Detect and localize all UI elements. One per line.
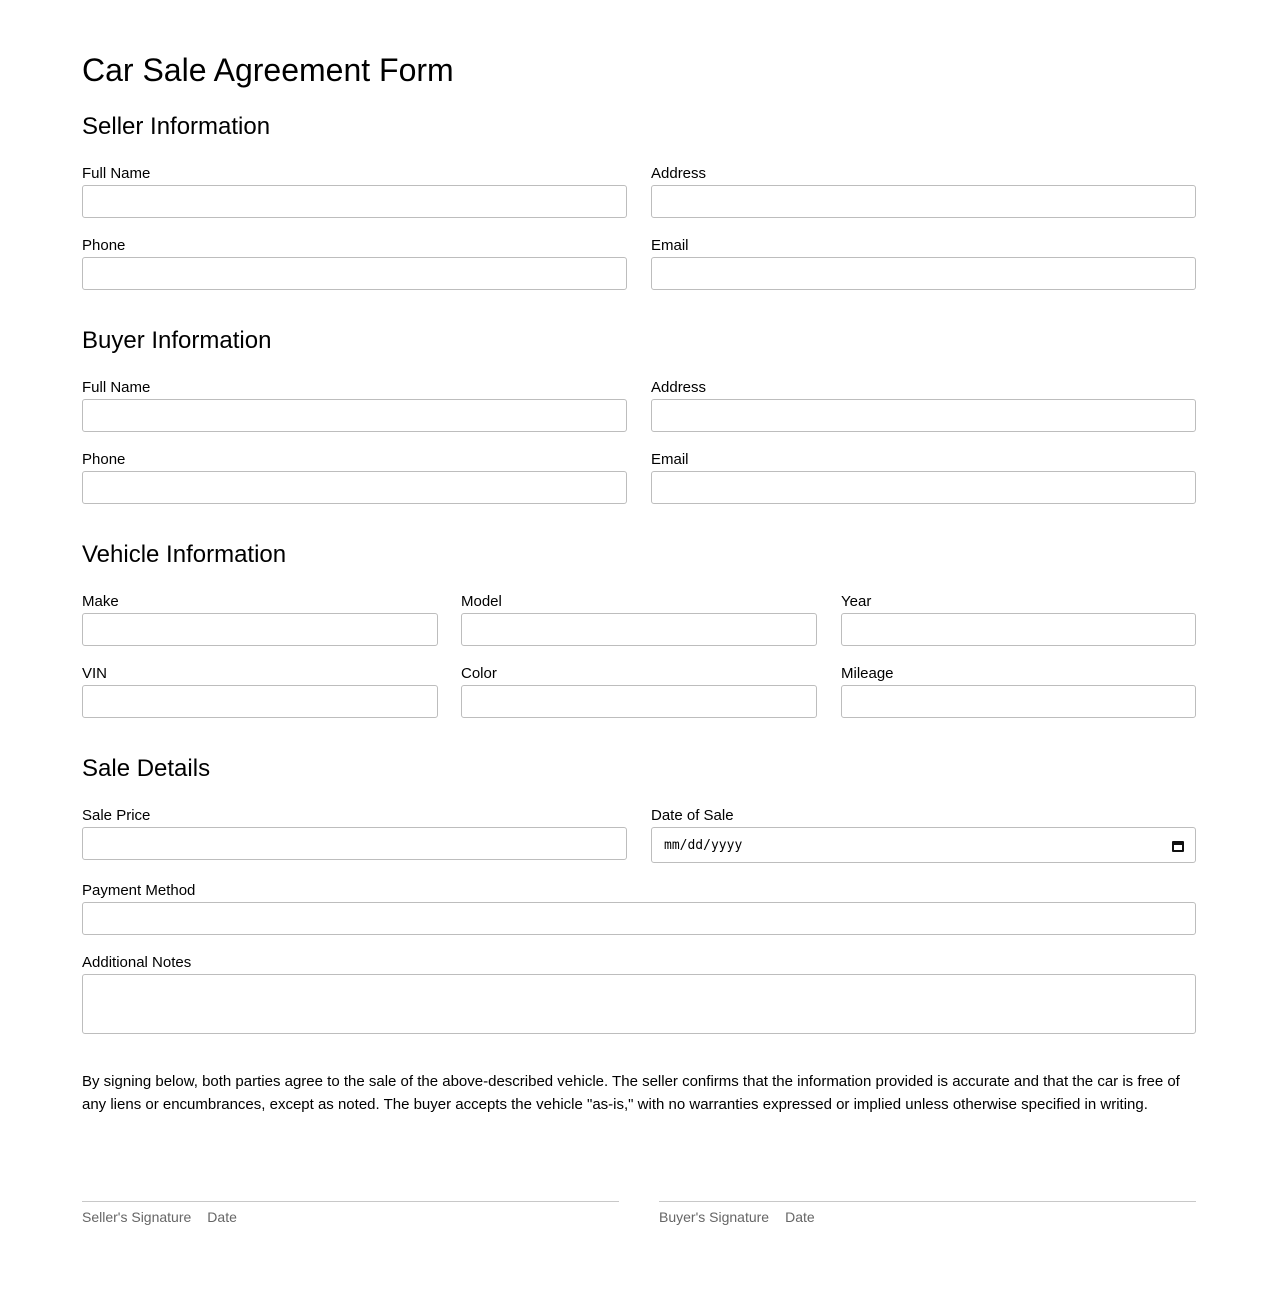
buyer-address-label: Address: [651, 379, 707, 396]
buyer-full-name-label: Full Name: [82, 379, 151, 396]
buyer-phone-label: Phone: [82, 451, 126, 468]
sale-date-label: Date of Sale: [651, 807, 734, 824]
vehicle-year-label: Year: [841, 593, 872, 610]
calendar-icon[interactable]: [1172, 839, 1184, 852]
vehicle-make-input[interactable]: [82, 613, 438, 646]
seller-section-heading: Seller Information: [82, 113, 271, 140]
buyer-date-label: Date: [785, 1209, 815, 1225]
seller-email-label: Email: [651, 237, 689, 254]
vehicle-make-label: Make: [82, 593, 119, 610]
buyer-email-label: Email: [651, 451, 689, 468]
buyer-signature-line: [659, 1201, 1196, 1225]
sale-date-input[interactable]: [651, 827, 1196, 863]
vehicle-section-heading: Vehicle Information: [82, 541, 287, 568]
seller-phone-input[interactable]: [82, 257, 627, 290]
buyer-signature-labels: [659, 1209, 815, 1225]
vehicle-vin-label: VIN: [82, 665, 108, 682]
additional-notes-label: Additional Notes: [82, 954, 192, 971]
buyer-full-name-input[interactable]: [82, 399, 627, 432]
seller-full-name-label: Full Name: [82, 165, 151, 182]
seller-address-input[interactable]: [651, 185, 1196, 218]
vehicle-model-label: Model: [461, 593, 502, 610]
sale-section-heading: Sale Details: [82, 755, 211, 782]
vehicle-mileage-label: Mileage: [841, 665, 894, 682]
seller-date-label: Date: [207, 1209, 237, 1225]
seller-full-name-input[interactable]: [82, 185, 627, 218]
buyer-phone-input[interactable]: [82, 471, 627, 504]
vehicle-year-input[interactable]: [841, 613, 1196, 646]
payment-method-label: Payment Method: [82, 882, 196, 899]
buyer-section-heading: Buyer Information: [82, 327, 272, 354]
page-title: Car Sale Agreement Form: [82, 52, 454, 88]
seller-signature-label: Seller's Signature: [82, 1209, 192, 1225]
payment-method-input[interactable]: [82, 902, 1196, 935]
seller-address-label: Address: [651, 165, 707, 182]
buyer-signature-label: Buyer's Signature: [659, 1209, 770, 1225]
buyer-email-input[interactable]: [651, 471, 1196, 504]
date-placeholder: mm/dd/yyyy: [664, 837, 743, 853]
vehicle-vin-input[interactable]: [82, 685, 438, 718]
sale-price-label: Sale Price: [82, 807, 151, 824]
seller-email-input[interactable]: [651, 257, 1196, 290]
seller-signature-labels: [82, 1209, 237, 1225]
vehicle-model-input[interactable]: [461, 613, 817, 646]
vehicle-color-input[interactable]: [461, 685, 817, 718]
agreement-terms: By signing below, both parties agree to the sale of the above-described vehicle. The seller confirms that the information provided is accurate and that the car is free of any liens or encumbrances, except as noted. The buyer accepts the vehicle "as-is," with no warranties expressed or implied unless otherwise specified in writing.: [82, 1073, 1180, 1113]
seller-phone-label: Phone: [82, 237, 126, 254]
vehicle-mileage-input[interactable]: [841, 685, 1196, 718]
vehicle-color-label: Color: [461, 665, 497, 682]
buyer-address-input[interactable]: [651, 399, 1196, 432]
sale-price-input[interactable]: [82, 827, 627, 860]
seller-signature-line: [82, 1201, 619, 1225]
additional-notes-textarea[interactable]: [82, 974, 1196, 1034]
